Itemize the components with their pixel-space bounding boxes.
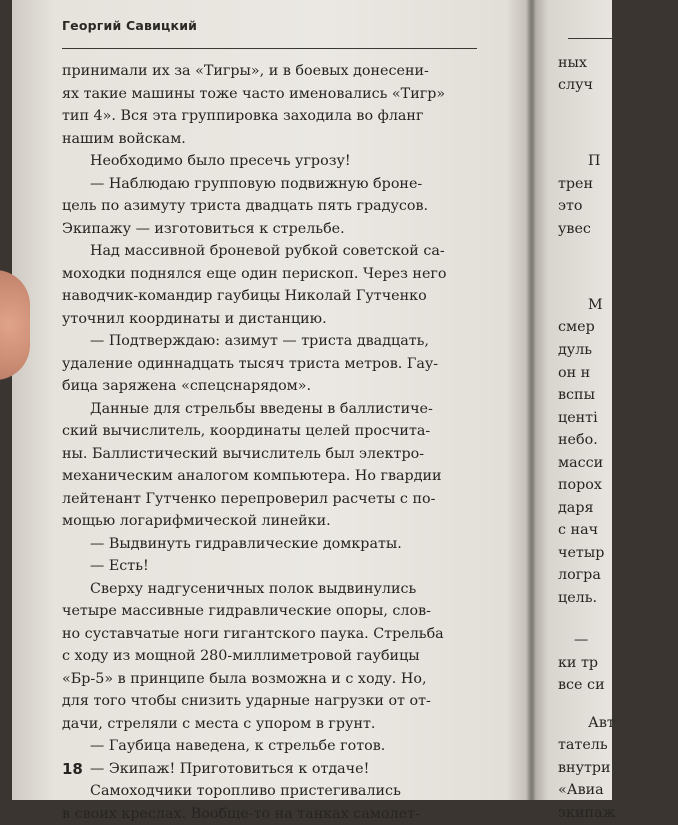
- book-spine: [526, 0, 536, 800]
- page-number: 18: [62, 760, 83, 778]
- text-line: механическим аналогом компьютера. Но гвардии: [62, 465, 482, 488]
- text-line: Над массивной броневой рубкой советской са-: [62, 240, 482, 263]
- right-page-line: даря: [558, 497, 594, 520]
- right-page-line: случ: [558, 74, 593, 97]
- right-page-line: Авт: [588, 712, 615, 735]
- text-line: ский вычислитель, координаты целей просчита-: [62, 420, 482, 443]
- text-line: — Есть!: [62, 555, 482, 578]
- right-page-line: это: [558, 195, 583, 218]
- text-line: ях такие машины тоже часто именовались «Тигр»: [62, 83, 482, 106]
- text-line: тип 4». Вся эта группировка заходила во фланг: [62, 105, 482, 128]
- right-page-line: П: [588, 150, 600, 173]
- text-line: Самоходчики торопливо пристегивались: [62, 780, 482, 803]
- text-line: ны. Баллистический вычислитель был электро-: [62, 443, 482, 466]
- right-page-line: М: [588, 294, 603, 317]
- right-page-line: он н: [558, 362, 590, 385]
- text-line: Сверху надгусеничных полок выдвинулись: [62, 578, 482, 601]
- text-line: — Наблюдаю групповую подвижную броне-: [62, 173, 482, 196]
- text-line: дачи, стреляли с места с упором в грунт.: [62, 713, 482, 736]
- right-page-line: масси: [558, 452, 603, 475]
- text-line: Данные для стрельбы введены в баллистиче-: [62, 398, 482, 421]
- right-page-line: вспы: [558, 384, 595, 407]
- right-page-line: экипаж: [558, 802, 616, 825]
- right-page-line: трен: [558, 173, 593, 196]
- text-line: лейтенант Гутченко перепроверил расчеты с по-: [62, 488, 482, 511]
- text-line: — Гаубица наведена, к стрельбе готов.: [62, 735, 482, 758]
- text-line: для того чтобы снизить ударные нагрузки от от-: [62, 690, 482, 713]
- right-page-line: с нач: [558, 519, 598, 542]
- running-header: [62, 18, 502, 52]
- text-line: «Бр-5» в принципе была возможна и с ходу. Но,: [62, 668, 482, 691]
- text-line: нашим войскам.: [62, 128, 482, 151]
- text-line: — Экипаж! Приготовиться к отдаче!: [62, 758, 482, 781]
- right-page-line: центі: [558, 407, 598, 430]
- text-line: мощью логарифмической линейки.: [62, 510, 482, 533]
- right-page-line: смер: [558, 316, 595, 339]
- right-page-line: ки тр: [558, 652, 598, 675]
- right-page-line: «Авиа: [558, 779, 604, 802]
- right-page-rule: [568, 38, 628, 39]
- body-text: [62, 60, 482, 825]
- right-page-line: небо.: [558, 429, 598, 452]
- text-line: — Подтверждаю: азимут — триста двадцать,: [62, 330, 482, 353]
- text-line: четыре массивные гидравлические опоры, слов-: [62, 600, 482, 623]
- text-line: — Выдвинуть гидравлические домкраты.: [62, 533, 482, 556]
- right-page-line: дуль: [558, 339, 592, 362]
- right-page-line: все си: [558, 674, 605, 697]
- text-line: но суставчатые ноги гигантского паука. Стрельба: [62, 623, 482, 646]
- text-line: моходки поднялся еще один перископ. Через него: [62, 263, 482, 286]
- right-page-line: ных: [558, 52, 587, 75]
- right-page-line: четыр: [558, 542, 604, 565]
- right-page-line: —: [574, 629, 588, 652]
- right-page-line: увес: [558, 218, 591, 241]
- right-page-line: логра: [558, 564, 601, 587]
- header-author: Георгий Савицкий: [62, 18, 502, 33]
- text-line: принимали их за «Тигры», и в боевых донесени-: [62, 60, 482, 83]
- right-page-line: татель: [558, 734, 608, 757]
- text-line: удаление одиннадцать тысяч триста метров. Гау-: [62, 353, 482, 376]
- text-line: уточнил координаты и дистанцию.: [62, 308, 482, 331]
- text-line: в своих креслах. Вообще-то на танках самолет-: [62, 803, 482, 825]
- text-line: Экипажу — изготовиться к стрельбе.: [62, 218, 482, 241]
- text-line: бица заряжена «спецснарядом».: [62, 375, 482, 398]
- right-page-line: внутри: [558, 757, 611, 780]
- text-line: наводчик-командир гаубицы Николай Гутченко: [62, 285, 482, 308]
- text-line: с ходу из мощной 280-миллиметровой гаубицы: [62, 645, 482, 668]
- right-page-line: цель.: [558, 587, 597, 610]
- text-line: цель по азимуту триста двадцать пять градусов.: [62, 195, 482, 218]
- text-line: Необходимо было пресечь угрозу!: [62, 150, 482, 173]
- header-rule: [62, 48, 477, 49]
- right-page-line: порох: [558, 474, 602, 497]
